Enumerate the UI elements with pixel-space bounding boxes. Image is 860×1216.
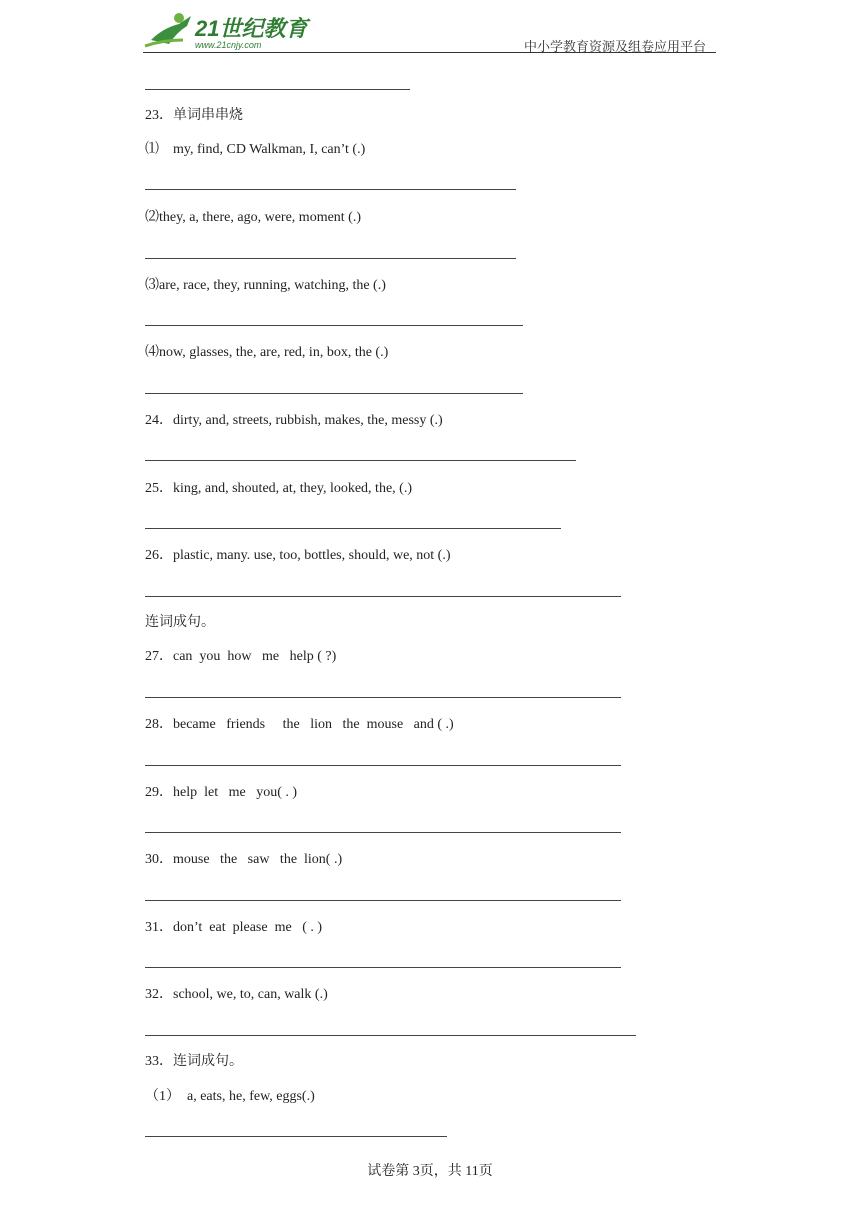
brand-logo — [143, 10, 313, 52]
question-23-1: ⑴ my, find, CD Walkman, I, can’t (.) — [145, 142, 366, 157]
page-number: 试卷第 3页，共 11页 — [367, 1164, 493, 1179]
svg-text:www.21cnjy.com: www.21cnjy.com — [195, 40, 262, 50]
question-24: 24．dirty, and, streets, rubbish, makes, the, messy (.) — [145, 413, 443, 428]
question-31: 31．don’t eat please me ( . ) — [145, 920, 323, 935]
answer-line — [145, 697, 621, 698]
answer-line — [145, 460, 576, 461]
answer-line — [145, 393, 523, 394]
platform-name: 中小学教育资源及组卷应用平台 — [523, 39, 706, 54]
answer-line — [145, 596, 621, 597]
question-29: 29．help let me you( . ) — [145, 785, 298, 800]
answer-line — [145, 1035, 636, 1036]
question-23-3: ⑶are, race, they, running, watching, the (.) — [145, 278, 386, 293]
header-divider — [143, 52, 716, 53]
answer-line — [145, 900, 621, 901]
answer-line — [145, 325, 523, 326]
question-26: 26．plastic, many. use, too, bottles, should, we, not (.) — [145, 548, 451, 563]
question-32: 32．school, we, to, can, walk (.) — [145, 987, 328, 1002]
answer-line — [145, 1136, 447, 1137]
runner-logo-icon — [143, 10, 313, 52]
question-30: 30．mouse the saw the lion( .) — [145, 852, 343, 867]
question-25: 25．king, and, shouted, at, they, looked, the, (.) — [145, 481, 412, 496]
question-23-4: ⑷now, glasses, the, are, red, in, box, the (.) — [145, 345, 389, 360]
question-27: 27．can you how me help ( ?) — [145, 649, 337, 664]
question-23-2: ⑵they, a, there, ago, were, moment (.) — [145, 210, 362, 225]
answer-line — [145, 258, 516, 259]
answer-line — [145, 89, 410, 90]
svg-text:21世纪教育: 21世纪教育 — [195, 16, 308, 41]
question-33-1: （1） a, eats, he, few, eggs(.) — [145, 1089, 315, 1104]
question-23-title: 23．单词串串烧 — [145, 108, 243, 123]
question-28: 28．became friends the lion the mouse and ( .) — [145, 717, 454, 732]
answer-line — [145, 765, 621, 766]
section-heading: 连词成句。 — [145, 615, 215, 630]
answer-line — [145, 189, 516, 190]
answer-line — [145, 832, 621, 833]
answer-line — [145, 967, 621, 968]
answer-line — [145, 528, 561, 529]
question-33-title: 33．连词成句。 — [145, 1054, 243, 1069]
